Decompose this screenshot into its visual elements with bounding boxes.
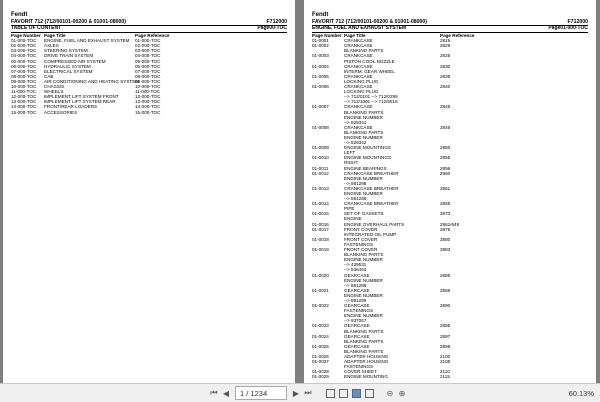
next-page-icon[interactable]: ▶: [292, 388, 300, 398]
page-title-cell: --> 881288: [344, 282, 367, 288]
page-number-cell: 12-000-TOC: [11, 94, 37, 100]
page-title-cell: --> 937067: [344, 318, 367, 324]
page-number-input[interactable]: [235, 386, 287, 400]
page-title-cell: GEARCASE: [344, 272, 370, 278]
zoom-out-icon[interactable]: ⊖: [386, 388, 394, 398]
page-title-cell: --> 829342: [344, 140, 367, 146]
page-title-cell: GEARCASE: [344, 323, 370, 329]
page-title-cell: FRONT COVER: [344, 247, 378, 253]
zoom-level[interactable]: 60.13%: [568, 388, 594, 398]
page-title-cell: --> 881289: [344, 196, 367, 202]
page-title-cell: COMPRESSED AIR SYSTEM: [44, 58, 106, 64]
page-number-cell: 14-000-TOC: [11, 104, 37, 110]
page-title-cell: BLANKING PARTS: [344, 129, 384, 135]
model-title: FAVORIT 712 (712/00101-00200 & 01001-08000): [11, 19, 126, 25]
page-reference-cell: 2856: [440, 165, 451, 171]
column-header: Page Number: [312, 33, 342, 39]
page-title-cell: BLANKING PARTS: [344, 328, 384, 334]
page-reference-cell: 10-000-TOC: [135, 84, 161, 90]
page-reference-cell: 15-000-TOC: [135, 109, 161, 115]
page-reference-cell: 2861: [440, 185, 451, 191]
table-row: [312, 374, 588, 379]
page-reference-cell: 2885: [440, 272, 451, 278]
page-number-cell: 01-0006: [312, 84, 329, 90]
page-reference-cell: 2850: [440, 145, 451, 151]
page-number-cell: 01-0014: [312, 201, 329, 207]
page-number-cell: 01-0017: [312, 226, 329, 232]
page-number-cell: 10-000-TOC: [11, 84, 37, 90]
page-number-cell: 01-0026: [312, 354, 329, 359]
page-number-cell: 02-000-TOC: [11, 43, 37, 49]
page-reference-cell: 2115: [440, 374, 450, 380]
page-title-cell: CRANKCASE: [344, 84, 373, 90]
page-reference-cell: 06-000-TOC: [135, 63, 161, 69]
page-reference-cell: 2880: [440, 236, 451, 242]
page-reference-cell: 07-000-TOC: [135, 68, 161, 74]
column-header: Page Reference: [135, 33, 170, 39]
two-page-continuous-icon[interactable]: [365, 389, 374, 398]
page-reference-cell: 2895: [440, 323, 451, 329]
section-title: TABLE OF CONTENT: [11, 25, 62, 31]
page-title-cell: ENGINE NUMBER: [344, 175, 383, 181]
page-reference-cell: 2846: [440, 124, 451, 130]
column-header: Page Number: [11, 33, 41, 39]
page-title-cell: ENGINE NUMBER: [344, 114, 383, 120]
page-number-cell: 01-0019: [312, 247, 329, 253]
page-number-cell: 01-0023: [312, 323, 329, 329]
page-title-cell: --> 536463: [344, 267, 367, 273]
page-title-cell: SET OF GASKETS: [344, 211, 384, 217]
page-title-cell: CRANKCASE: [344, 124, 373, 130]
page-number-cell: 01-0013: [312, 185, 329, 191]
table-row: [11, 110, 287, 115]
page-reference-cell: 2825: [440, 53, 451, 59]
page-reference-cell: 09-000-TOC: [135, 78, 161, 84]
column-header: Page Title: [344, 33, 366, 39]
page-number-cell: 01-0015: [312, 211, 329, 217]
page-title-cell: --> 881288: [344, 180, 367, 186]
page-reference-cell: 2855: [440, 155, 451, 161]
page-title-cell: ENGINE, FUEL AND EXHAUST SYSTEM: [44, 38, 130, 44]
page-title-cell: ENGINE NUMBER: [344, 313, 383, 319]
page-title-cell: PISTON COOL.NOZZLE: [344, 58, 395, 64]
two-page-view-icon[interactable]: [352, 389, 361, 398]
page-title-cell: CRANKCASE: [344, 53, 373, 59]
page-number-cell: 01-0020: [312, 272, 329, 278]
page-title-cell: GEARCASE: [344, 287, 370, 293]
page-title-cell: CRANKCASE BREATHER: [344, 201, 399, 207]
page-title-cell: CRANKCASE: [344, 73, 373, 79]
page-reference-cell: 2865: [440, 201, 451, 207]
page-title-cell: LOCKING PLUG: [344, 78, 379, 84]
page-right: [304, 0, 596, 383]
page-number-cell: 13-000-TOC: [11, 99, 37, 105]
model-title: FAVORIT 712 (712/00101-00200 & 01001-08000): [312, 19, 427, 25]
page-title-cell: RIGHT: [344, 160, 359, 166]
page-title-cell: CRANKCASE: [344, 63, 373, 69]
page-title-cell: LEFT: [344, 150, 356, 156]
page-title-cell: HYDRAULIC SYSTEM: [44, 63, 91, 69]
page-title-cell: --> 439531: [344, 262, 367, 268]
page-reference-cell: 12-000-TOC: [135, 94, 161, 100]
page-number-cell: 01-0016: [312, 221, 329, 227]
page-title-cell: GEARCASE: [344, 343, 370, 349]
page-number-cell: 01-0003: [312, 53, 329, 59]
page-title-cell: INTERM. GEAR WHEEL: [344, 68, 395, 74]
model-code: F712000: [266, 19, 287, 25]
first-page-icon[interactable]: ⏮: [210, 388, 218, 397]
page-title-cell: ENGINE NUMBER: [344, 292, 383, 298]
page-title-cell: ENGINE: [344, 216, 362, 222]
brand-name: Fendt: [312, 12, 329, 18]
page-number-cell: 01-0010: [312, 155, 329, 161]
page-title-cell: AIR CONDITIONING AND HEATING SYSTEM: [44, 78, 140, 84]
page-title-cell: FASTENINGS: [344, 364, 374, 370]
page-title-cell: BLANKING PARTS: [344, 48, 384, 54]
page-reference-cell: 2840: [440, 84, 451, 90]
page-title-cell: STEERING SYSTEM: [44, 48, 88, 54]
page-number-cell: 01-0008: [312, 124, 329, 130]
page-title-cell: CHASSIS: [44, 84, 65, 90]
section-title: ENGINE, FUEL AND EXHAUST SYSTEM: [312, 25, 407, 31]
page-total: / 1234: [246, 388, 268, 398]
page-reference-cell: 2873: [440, 211, 451, 217]
page-title-cell: IMPLEMENT LIFT SYSTEM REAR: [44, 99, 116, 105]
page-reference-cell: 2845: [440, 104, 451, 110]
page-title-cell: --> 712/0101 --> 712/0299: [344, 94, 398, 100]
page-title-cell: CRANKCASE BREATHER: [344, 170, 399, 176]
page-title-cell: AXLES: [44, 43, 59, 49]
page-reference-cell: 2898: [440, 343, 451, 349]
page-title-cell: ENGINE MOUNTING: [344, 374, 388, 380]
page-reference-cell: 02-000-TOC: [135, 43, 161, 49]
page-reference-cell: 05-000-TOC: [135, 58, 161, 64]
page-number-cell: 01-0007: [312, 104, 329, 110]
page-reference-cell: 03-000-TOC: [135, 48, 161, 54]
page-reference-cell: 14-000-TOC: [135, 104, 161, 110]
current-page: 1: [240, 388, 245, 398]
page-reference-cell: 04-000-TOC: [135, 53, 161, 59]
page-number-cell: 08-000-TOC: [11, 73, 37, 79]
page-number-cell: 01-0028: [312, 369, 329, 375]
continuous-view-icon[interactable]: [339, 389, 348, 398]
page-title-cell: CAB: [44, 73, 54, 79]
page-left: [3, 0, 295, 383]
page-number-cell: 01-0001: [312, 38, 329, 44]
page-reference-cell: 2829: [440, 43, 451, 49]
page-number-cell: 09-000-TOC: [11, 78, 37, 84]
page-number-cell: 06-000-TOC: [11, 63, 37, 69]
page-title-cell: FRONT COVER: [344, 226, 378, 232]
page-title-cell: ENGINE BEARINGS: [344, 165, 387, 171]
last-page-icon[interactable]: ⏭: [304, 388, 312, 397]
model-code: F712000: [567, 19, 588, 25]
toc-table: [11, 33, 287, 115]
page-title-cell: ENGINE NUMBER: [344, 277, 383, 283]
page-title-cell: GEARCASE: [344, 303, 370, 309]
page-number-cell: 01-0025: [312, 343, 329, 349]
page-reference-cell: 13-000-TOC: [135, 99, 161, 105]
page-reference: Page00-TOC: [257, 25, 287, 31]
single-page-view-icon[interactable]: [326, 389, 335, 398]
page-reference-cell: 2890: [440, 303, 451, 309]
page-number-cell: 01-0029: [312, 374, 329, 380]
page-title-cell: WHEELS: [44, 89, 64, 95]
zoom-in-icon[interactable]: ⊕: [398, 388, 406, 398]
column-header: Page Title: [44, 33, 66, 39]
page-number-cell: 01-0021: [312, 287, 329, 293]
page-number-cell: 01-0009: [312, 145, 329, 151]
page-title-cell: FRONT COVER: [344, 236, 378, 242]
page-title-cell: BLANKING PARTS: [344, 348, 384, 354]
page-title-cell: BLANKING PARTS: [344, 338, 384, 344]
page-title-cell: ENGINE NUMBER: [344, 257, 383, 263]
page-number-cell: 11-000-TOC: [11, 89, 37, 95]
page-title-cell: CRANKCASE BREATHER: [344, 185, 399, 191]
page-title-cell: FRONT/REAR LOADERS: [44, 104, 98, 110]
page-number-cell: 04-000-TOC: [11, 53, 37, 59]
page-reference-cell: 2897: [440, 333, 451, 339]
page-reference-cell: 2110: [440, 369, 450, 375]
page-reference-cell: 08-000-TOC: [135, 73, 161, 79]
page-title-cell: BLANKING PARTS: [344, 109, 384, 115]
page-number-cell: 01-0027: [312, 359, 329, 365]
page-reference-cell: 2875: [440, 226, 451, 232]
page-reference-cell: 2100: [440, 354, 451, 359]
page-number-cell: 15-000-TOC: [11, 109, 37, 115]
page-title-cell: COVER SHEET: [344, 369, 377, 375]
page-title-cell: ENGINE NUMBER: [344, 134, 383, 140]
page-title-cell: BLANKING PARTS: [344, 252, 384, 258]
page-title-cell: CRANKCASE: [344, 104, 373, 110]
page-reference-cell: 2886: [440, 287, 451, 293]
page-number-cell: 01-0005: [312, 73, 329, 79]
page-title-cell: ENGINE MOUNTINGS: [344, 155, 391, 161]
page-title-cell: FASTENINGS: [344, 241, 374, 247]
page-number-cell: 01-0002: [312, 43, 329, 49]
page-number-cell: 01-0004: [312, 63, 329, 69]
page-reference-cell: 01-000-TOC: [135, 38, 161, 44]
page-reference-cell: 2105: [440, 359, 451, 365]
page-title-cell: --> 829341: [344, 119, 367, 125]
parts-table: [312, 33, 588, 379]
page-number-cell: 01-0024: [312, 333, 329, 339]
page-title-cell: ELECTRICAL SYSTEM: [44, 68, 93, 74]
column-header: Page Reference: [440, 33, 475, 39]
page-number-cell: 07-000-TOC: [11, 68, 37, 74]
page-reference-cell: 2830: [440, 63, 451, 69]
page-number-cell: 03-000-TOC: [11, 48, 37, 54]
viewer-toolbar: [0, 383, 600, 402]
page-number-cell: 01-0018: [312, 236, 329, 242]
page-title-cell: --> 881289: [344, 297, 367, 303]
page-reference: Page01-000-TOC: [548, 25, 588, 31]
page-reference-cell: 2861/649: [440, 221, 460, 227]
page-title-cell: ADAPTER HOUSING: [344, 359, 389, 365]
page-title-cell: GEARCASE: [344, 333, 370, 339]
brand-name: Fendt: [11, 12, 28, 18]
page-title-cell: CRANKCASE: [344, 38, 373, 44]
page-title-cell: ENGINE MOUNTINGS: [344, 145, 391, 151]
page-title-cell: IMPLEMENT LIFT SYSTEM FRONT: [44, 94, 119, 100]
page-title-cell: ADAPTER HOUSING: [344, 354, 389, 359]
page-reference-cell: 2860: [440, 170, 451, 176]
page-number-cell: 01-0022: [312, 303, 329, 309]
page-title-cell: ENGINE NUMBER: [344, 191, 383, 196]
previous-page-icon[interactable]: ◀: [222, 388, 230, 398]
page-reference-cell: 2835: [440, 73, 451, 79]
page-title-cell: --> 712/1001 --> 712/5515: [344, 99, 398, 105]
page-title-cell: FASTENINGS: [344, 308, 374, 314]
page-title-cell: ENGINE OVERHAUL PARTS: [344, 221, 405, 227]
page-title-cell: LOCKING PLUG: [344, 89, 379, 95]
page-title-cell: DRIVE TRAIN SYSTEM: [44, 53, 94, 59]
page-title-cell: ACCESSORIES: [44, 109, 78, 115]
page-reference-cell: 11-000-TOC: [135, 89, 161, 95]
page-number-cell: 01-000-TOC: [11, 38, 37, 44]
page-number-cell: 01-0012: [312, 170, 329, 176]
page-title-cell: CRANKCASE: [344, 43, 373, 49]
page-title-cell: PIPE: [344, 206, 355, 212]
page-number-cell: 05-000-TOC: [11, 58, 37, 64]
page-reference-cell: 2883: [440, 247, 451, 253]
page-reference-cell: 2819: [440, 38, 451, 44]
page-title-cell: INTEGRATED OIL PUMP: [344, 231, 397, 237]
page-number-cell: 01-0011: [312, 165, 329, 171]
